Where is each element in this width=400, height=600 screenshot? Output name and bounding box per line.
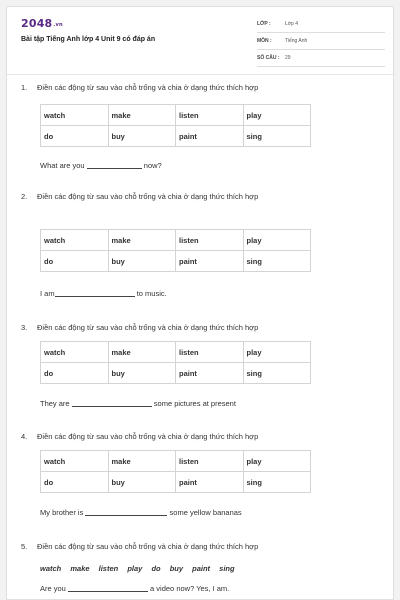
sentence-after: some pictures at present bbox=[153, 399, 236, 408]
verb-cell: sing bbox=[243, 251, 311, 272]
header-divider bbox=[7, 74, 395, 75]
verb-item: watch bbox=[40, 564, 62, 573]
answer-blank[interactable] bbox=[85, 509, 167, 516]
meta-row-question-count bbox=[257, 52, 385, 67]
verb-table bbox=[40, 450, 311, 493]
verb-cell: paint bbox=[176, 472, 244, 493]
verb-cell: make bbox=[108, 342, 176, 363]
verb-cell: listen bbox=[176, 342, 244, 363]
verb-cell: play bbox=[243, 230, 311, 251]
table-row bbox=[41, 105, 311, 126]
verb-cell: sing bbox=[243, 126, 311, 147]
question-instruction bbox=[21, 192, 258, 201]
question-sentence bbox=[40, 289, 167, 298]
logo-text: 2048 bbox=[21, 17, 53, 30]
verb-item: make bbox=[70, 564, 90, 573]
verb-item: play bbox=[127, 564, 143, 573]
instruction-text: Điền các động từ sau vào chỗ trống và chia ở dạng thức thích hợp bbox=[37, 192, 259, 201]
sentence-before: What are you bbox=[40, 161, 85, 170]
verb-cell: play bbox=[243, 451, 311, 472]
table-row bbox=[41, 472, 311, 493]
verb-cell: do bbox=[41, 363, 109, 384]
meta-value: Tiếng Anh bbox=[285, 38, 308, 44]
sentence-before: My brother is bbox=[40, 508, 84, 517]
verb-cell: buy bbox=[108, 363, 176, 384]
verb-cell: watch bbox=[41, 451, 109, 472]
question-number: 1. bbox=[21, 83, 28, 92]
question-instruction bbox=[21, 542, 258, 551]
question-sentence bbox=[40, 399, 236, 408]
table-row bbox=[41, 126, 311, 147]
table-row bbox=[41, 342, 311, 363]
sentence-after: now? bbox=[143, 161, 162, 170]
verb-item: buy bbox=[169, 564, 184, 573]
sentence-after: some yellow bananas bbox=[169, 508, 242, 517]
verb-list bbox=[40, 564, 242, 573]
verb-cell: do bbox=[41, 472, 109, 493]
sentence-before: Are you bbox=[40, 584, 66, 593]
table-row bbox=[41, 230, 311, 251]
worksheet-header bbox=[7, 7, 395, 69]
table-row bbox=[41, 363, 311, 384]
answer-blank[interactable] bbox=[68, 585, 148, 592]
question-sentence bbox=[40, 508, 242, 517]
sentence-after: a video now? Yes, I am. bbox=[150, 584, 230, 593]
verb-item: paint bbox=[192, 564, 211, 573]
verb-cell: do bbox=[41, 126, 109, 147]
verb-cell: make bbox=[108, 451, 176, 472]
verb-cell: paint bbox=[176, 126, 244, 147]
site-logo[interactable] bbox=[21, 17, 63, 30]
instruction-text: Điền các động từ sau vào chỗ trống và chia ở dạng thức thích hợp bbox=[37, 83, 259, 92]
verb-cell: listen bbox=[176, 230, 244, 251]
verb-item: listen bbox=[98, 564, 119, 573]
verb-item: sing bbox=[219, 564, 235, 573]
verb-cell: sing bbox=[243, 472, 311, 493]
sentence-before: I am bbox=[40, 289, 55, 298]
instruction-text: Điền các động từ sau vào chỗ trống và chia ở dạng thức thích hợp bbox=[37, 542, 259, 551]
verb-cell: do bbox=[41, 251, 109, 272]
verb-cell: watch bbox=[41, 230, 109, 251]
meta-label: MÔN : bbox=[257, 38, 272, 44]
meta-value: Lớp 4 bbox=[285, 21, 299, 27]
worksheet-page bbox=[6, 6, 394, 600]
question-number: 3. bbox=[21, 323, 28, 332]
answer-blank[interactable] bbox=[72, 400, 152, 407]
table-row bbox=[41, 251, 311, 272]
verb-cell: listen bbox=[176, 105, 244, 126]
verb-cell: play bbox=[243, 342, 311, 363]
verb-cell: sing bbox=[243, 363, 311, 384]
meta-label: SỐ CÂU : bbox=[257, 55, 280, 61]
verb-cell: make bbox=[108, 230, 176, 251]
verb-cell: listen bbox=[176, 451, 244, 472]
meta-row-grade bbox=[257, 18, 385, 33]
verb-table bbox=[40, 104, 311, 147]
question-instruction bbox=[21, 432, 258, 441]
verb-cell: watch bbox=[41, 342, 109, 363]
question-sentence bbox=[40, 161, 162, 170]
page-title: Bài tập Tiếng Anh lớp 4 Unit 9 có đáp án bbox=[21, 36, 156, 43]
verb-cell: buy bbox=[108, 251, 176, 272]
answer-blank[interactable] bbox=[55, 290, 135, 297]
verb-cell: buy bbox=[108, 472, 176, 493]
verb-item: do bbox=[151, 564, 161, 573]
verb-cell: buy bbox=[108, 126, 176, 147]
question-number: 2. bbox=[21, 192, 28, 201]
verb-cell: watch bbox=[41, 105, 109, 126]
answer-blank[interactable] bbox=[87, 162, 142, 169]
verb-table bbox=[40, 229, 311, 272]
meta-value: 29 bbox=[285, 55, 291, 61]
verb-cell: play bbox=[243, 105, 311, 126]
sentence-after: to music. bbox=[136, 289, 167, 298]
verb-cell: make bbox=[108, 105, 176, 126]
meta-info bbox=[257, 18, 385, 69]
meta-row-subject bbox=[257, 35, 385, 50]
sentence-before: They are bbox=[40, 399, 70, 408]
logo-tld: .vn bbox=[53, 22, 63, 28]
table-row bbox=[41, 451, 311, 472]
meta-label: LỚP : bbox=[257, 21, 271, 27]
instruction-text: Điền các động từ sau vào chỗ trống và chia ở dạng thức thích hợp bbox=[37, 432, 259, 441]
verb-table bbox=[40, 341, 311, 384]
question-sentence bbox=[40, 584, 229, 593]
question-instruction bbox=[21, 323, 258, 332]
verb-cell: paint bbox=[176, 251, 244, 272]
question-number: 4. bbox=[21, 432, 28, 441]
question-instruction bbox=[21, 83, 258, 92]
instruction-text: Điền các động từ sau vào chỗ trống và chia ở dạng thức thích hợp bbox=[37, 323, 259, 332]
question-number: 5. bbox=[21, 542, 28, 551]
verb-cell: paint bbox=[176, 363, 244, 384]
